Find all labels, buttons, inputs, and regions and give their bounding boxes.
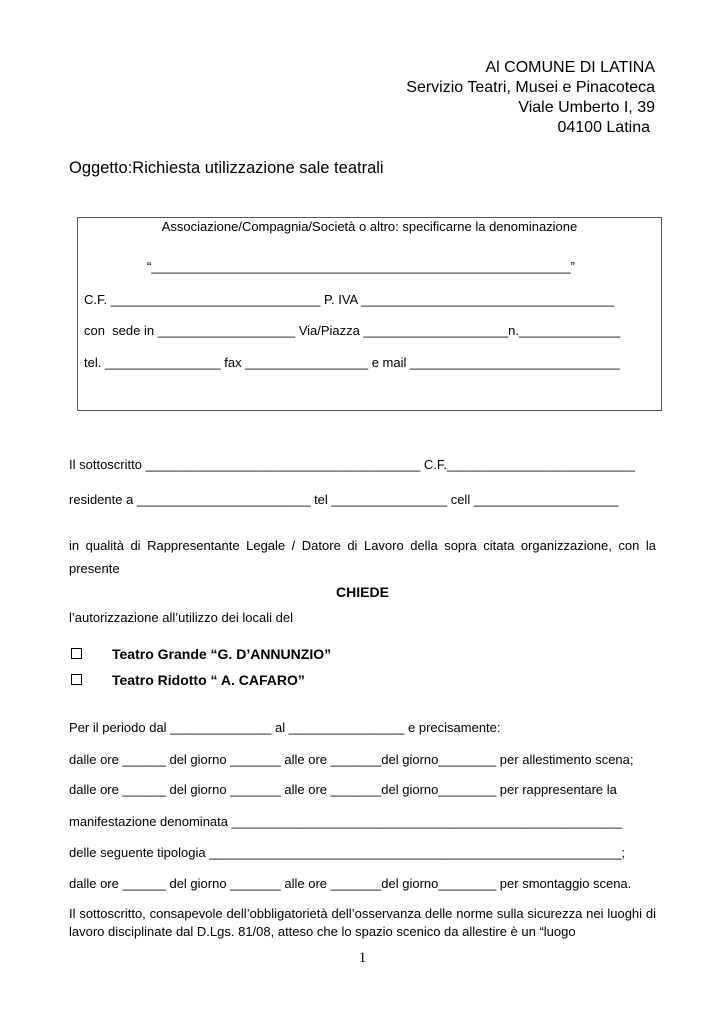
org-cf-piva-field[interactable]: C.F. _____________________________ P. IVA ___________________________________ [84,292,615,307]
page-number: 1 [358,950,367,966]
applicant-capacity-line-1: in qualità di Rappresentante Legale / Datore di Lavoro della sopra citata organizzazione, con la [69,538,656,553]
subject: Oggetto:Richiesta utilizzazione sale teatrali [69,159,384,177]
org-name-field[interactable]: “__________________________________________________________” [147,259,575,274]
request-intro: l’autorizzazione all’utilizzo dei locali del [69,610,294,625]
teatro-ridotto-label: Teatro Ridotto “ A. CAFARO” [112,672,305,688]
recipient-line-4: 04100 Latina [557,119,650,136]
event-type-field[interactable]: delle seguente tipologia _________________________________________________________; [69,845,625,860]
teatro-grande-checkbox[interactable] [71,648,82,659]
applicant-residence-field[interactable]: residente a ________________________ tel ________________ cell ____________________ [69,492,619,507]
period-field[interactable]: Per il periodo dal ______________ al ________________ e precisamente: [69,720,501,735]
teatro-ridotto-checkbox[interactable] [71,674,82,685]
setup-time-field[interactable]: dalle ore ______ del giorno _______ alle ore _______del giorno________ per allestimento scena; [69,752,634,767]
request-heading: CHIEDE [336,584,389,600]
org-sede-field[interactable]: con sede in ___________________ Via/Piazza ____________________n.______________ [84,323,621,338]
recipient-line-3: Viale Umberto I, 39 [518,99,655,116]
safety-paragraph: Il sottoscritto, consapevole dell’obbligatorietà dell’osservanza delle norme sulla sicurezza nei luoghi di lavoro disciplinate dal D.Lgs. 81/08, atteso che lo spazio scenico da allestire è un “luogo [69,906,656,939]
teatro-grande-label: Teatro Grande “G. D’ANNUNZIO” [112,646,332,662]
event-name-field[interactable]: manifestazione denominata ______________________________________________________ [69,814,623,829]
applicant-name-field[interactable]: Il sottoscritto ______________________________________ C.F.__________________________ [69,457,636,472]
org-box-title: Associazione/Compagnia/Società o altro: specificarne la denominazione [161,219,578,234]
recipient-line-1: Al COMUNE DI LATINA [485,59,655,76]
performance-time-field[interactable]: dalle ore ______ del giorno _______ alle ore _______del giorno________ per rappresentare la [69,782,617,797]
applicant-capacity-line-2: presente [69,561,120,576]
recipient-line-2: Servizio Teatri, Musei e Pinacoteca [406,79,655,96]
organization-box [77,217,662,411]
org-contacts-field[interactable]: tel. ________________ fax _________________ e mail _____________________________ [84,355,620,370]
teardown-time-field[interactable]: dalle ore ______ del giorno _______ alle ore _______del giorno________ per smontaggio scena. [69,876,632,891]
